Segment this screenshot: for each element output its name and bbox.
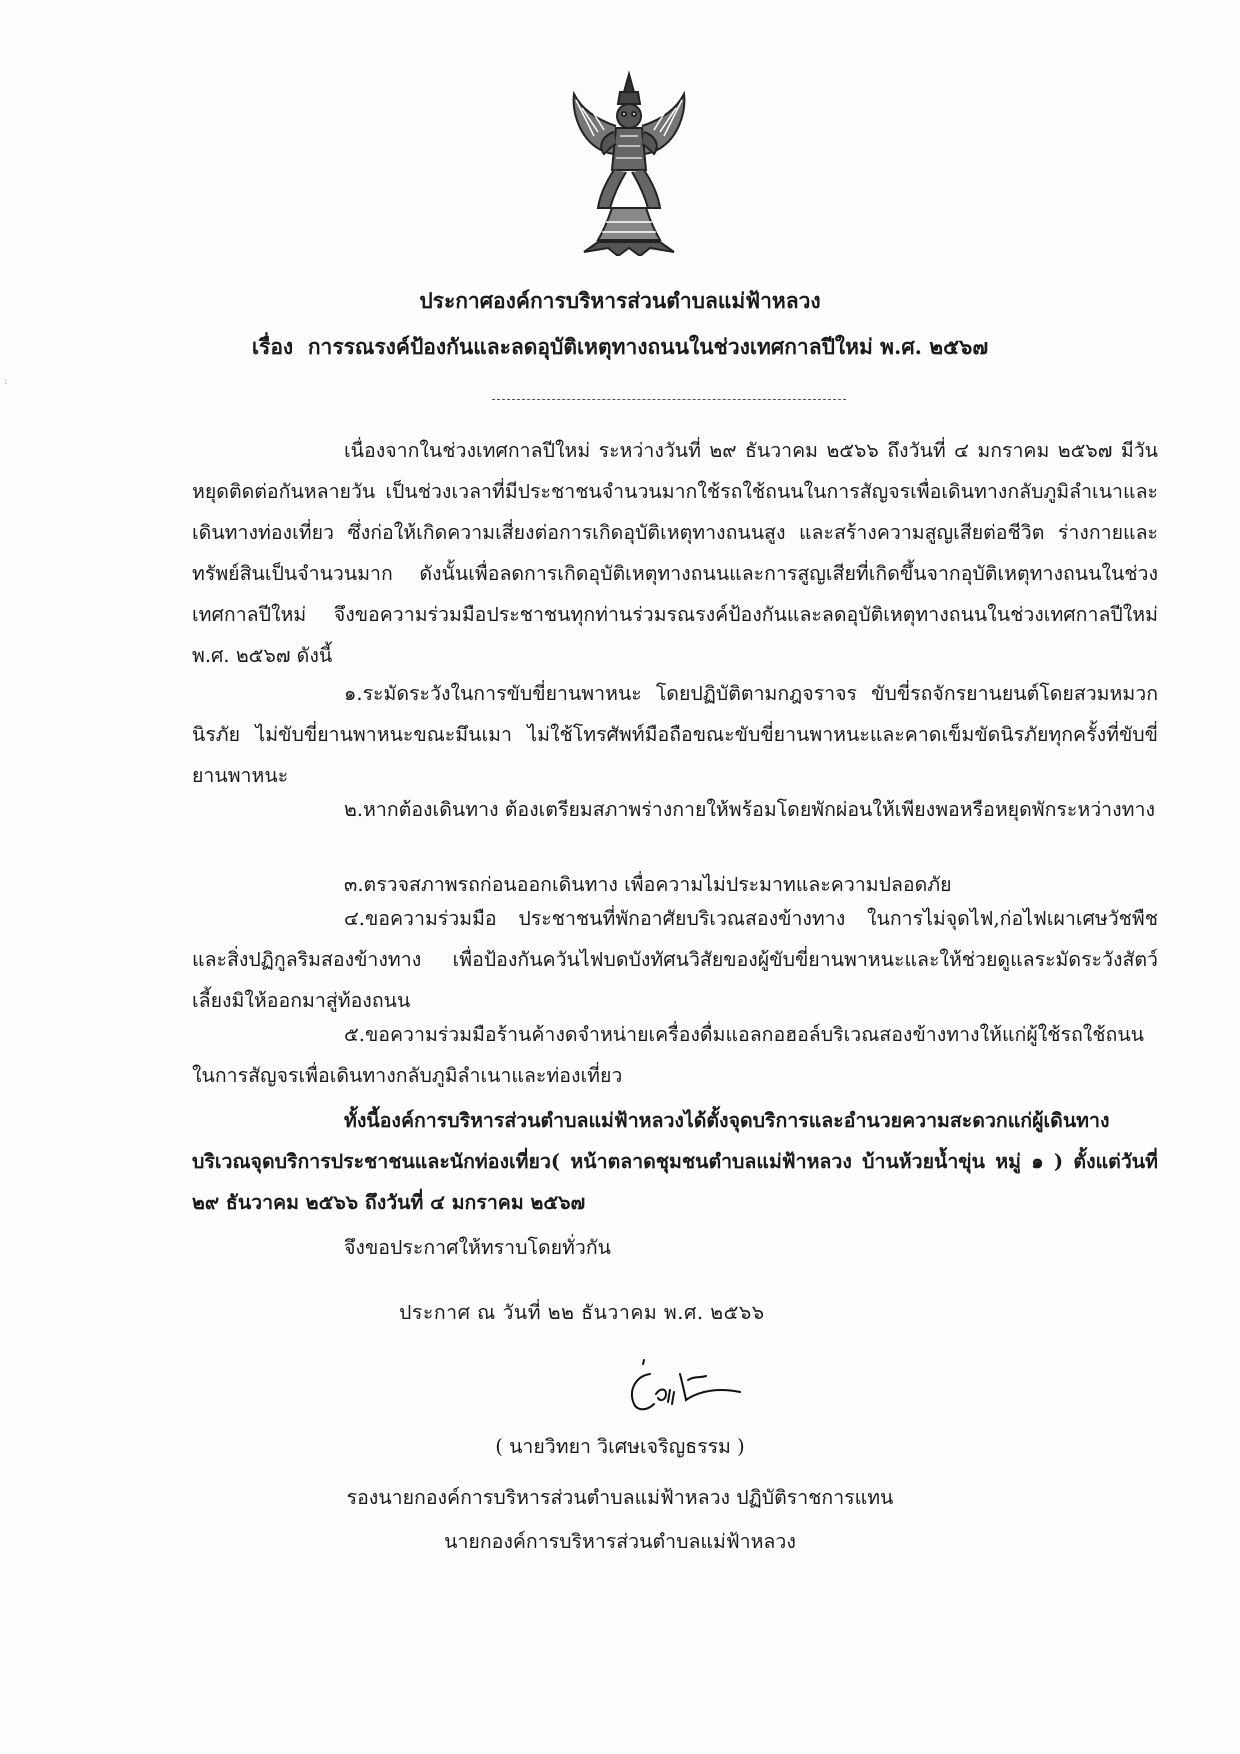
item-4-text: ๔.ขอความร่วมมือ ประชาชนที่พักอาศัยบริเวณสองข้างทาง ในการไม่จุดไฟ,ก่อไฟเผาเศษวัชพืชและสิ่งปฏิกูลริมสองข้างทาง เพื่อป้องกันควันไฟบดบังทัศนวิสัยของผู้ขับขี่ยานพาหนะและให้ช่วยดูแลระมัดระวังสัตว์เลี้ยงมิให้ออกมาสู่ท้องถนน	[192, 907, 1158, 1012]
signer-position-line-2: นายกองค์การบริหารส่วนตำบลแม่ฟ้าหลวง	[444, 1530, 796, 1553]
list-item	[192, 789, 1158, 830]
subject-label: เรื่อง	[251, 334, 294, 359]
handwritten-signature-icon	[610, 1350, 750, 1420]
list-item	[192, 898, 1158, 1021]
item-1-text: ๑.ระมัดระวังในการขับขี่ยานพาหนะ โดยปฏิบัติตามกฎจราจร ขับขี่รถจักรยานยนต์โดยสวมหมวกนิรภัย ไม่ขับขี่ยานพาหนะขณะมึนเมา ไม่ใช้โทรศัพท์มือถือขณะขับขี่ยานพาหนะและคาดเข็มขัดนิรภัยทุกครั้งที่ขับขี่ยานพาหนะ	[192, 682, 1158, 787]
service-point-paragraph	[192, 1100, 1158, 1223]
list-item	[192, 1014, 1158, 1096]
title-divider	[492, 399, 846, 400]
intro-paragraph	[192, 430, 1158, 676]
signer-position: รองนายกองค์การบริหารส่วนตำบลแม่ฟ้าหลวง ปฏิบัติราชการแทน	[346, 1486, 894, 1509]
signer-name: ( นายวิทยา วิเศษเจริญธรรม )	[495, 1435, 745, 1458]
announcement-title: ประกาศองค์การบริหารส่วนตำบลแม่ฟ้าหลวง	[419, 288, 821, 313]
closing-notice: จึงขอประกาศให้ทราบโดยทั่วกัน	[344, 1236, 611, 1259]
garuda-emblem-icon	[568, 70, 690, 256]
intro-text: เนื่องจากในช่วงเทศกาลปีใหม่ ระหว่างวันที่ ๒๙ ธันวาคม ๒๕๖๖ ถึงวันที่ ๔ มกราคม ๒๕๖๗ มีวันหยุดติดต่อกันหลายวัน เป็นช่วงเวลาที่มีประชาชนจำนวนมากใช้รถใช้ถนนในการสัญจรเพื่อเดินทางกลับภูมิลำเนาและเดินทางท่องเที่ยว ซึ่งก่อให้เกิดความเสี่ยงต่อการเกิดอุบัติเหตุทางถนนสูง และสร้างความสูญเสียต่อชีวิต ร่างกายและทรัพย์สินเป็นจำนวนมาก ดังนั้นเพื่อลดการเกิดอุบัติเหตุทางถนนและการสูญเสียที่เกิดขึ้นจากอุบัติเหตุทางถนนในช่วงเทศกาลปีใหม่ จึงขอความร่วมมือประชาชนทุกท่านร่วมรณรงค์ป้องกันและลดอุบัติเหตุทางถนนในช่วงเทศกาลปีใหม่ พ.ศ. ๒๕๖๗ ดังนี้	[192, 439, 1158, 667]
announcement-subject	[0, 332, 1240, 362]
announcement-date: ประกาศ ณ วันที่ ๒๒ ธันวาคม พ.ศ. ๒๕๖๖	[399, 1301, 765, 1324]
item-3-text: ๓.ตรวจสภาพรถก่อนออกเดินทาง เพื่อความไม่ประมาทและความปลอดภัย	[344, 873, 952, 896]
item-5-text: ๕.ขอความร่วมมือร้านค้างดจำหน่ายเครื่องดื่มแอลกอฮอล์บริเวณสองข้างทางให้แก่ผู้ใช้รถใช้ถนนในการสัญจรเพื่อเดินทางกลับภูมิลำเนาและท่องเที่ยว	[192, 1023, 1145, 1087]
list-item	[192, 673, 1158, 796]
margin-mark: :	[4, 376, 8, 387]
service-point-text: ทั้งนี้องค์การบริหารส่วนตำบลแม่ฟ้าหลวงได้ตั้งจุดบริการและอำนวยความสะดวกแก่ผู้เดินทางบริเวณจุดบริการประชาชนและนักท่องเที่ยว( หน้าตลาดชุมชนตำบลแม่ฟ้าหลวง บ้านห้วยน้ำขุ่น หมู่ ๑ ) ตั้งแต่วันที่ ๒๙ ธันวาคม ๒๕๖๖ ถึงวันที่ ๔ มกราคม ๒๕๖๗	[192, 1109, 1158, 1214]
subject-text: การรณรงค์ป้องกันและลดอุบัติเหตุทางถนนในช่วงเทศกาลปีใหม่ พ.ศ. ๒๕๖๗	[307, 334, 989, 359]
item-2-text: ๒.หากต้องเดินทาง ต้องเตรียมสภาพร่างกายให้พร้อมโดยพักผ่อนให้เพียงพอหรือหยุดพักระหว่างทาง	[344, 798, 1155, 821]
